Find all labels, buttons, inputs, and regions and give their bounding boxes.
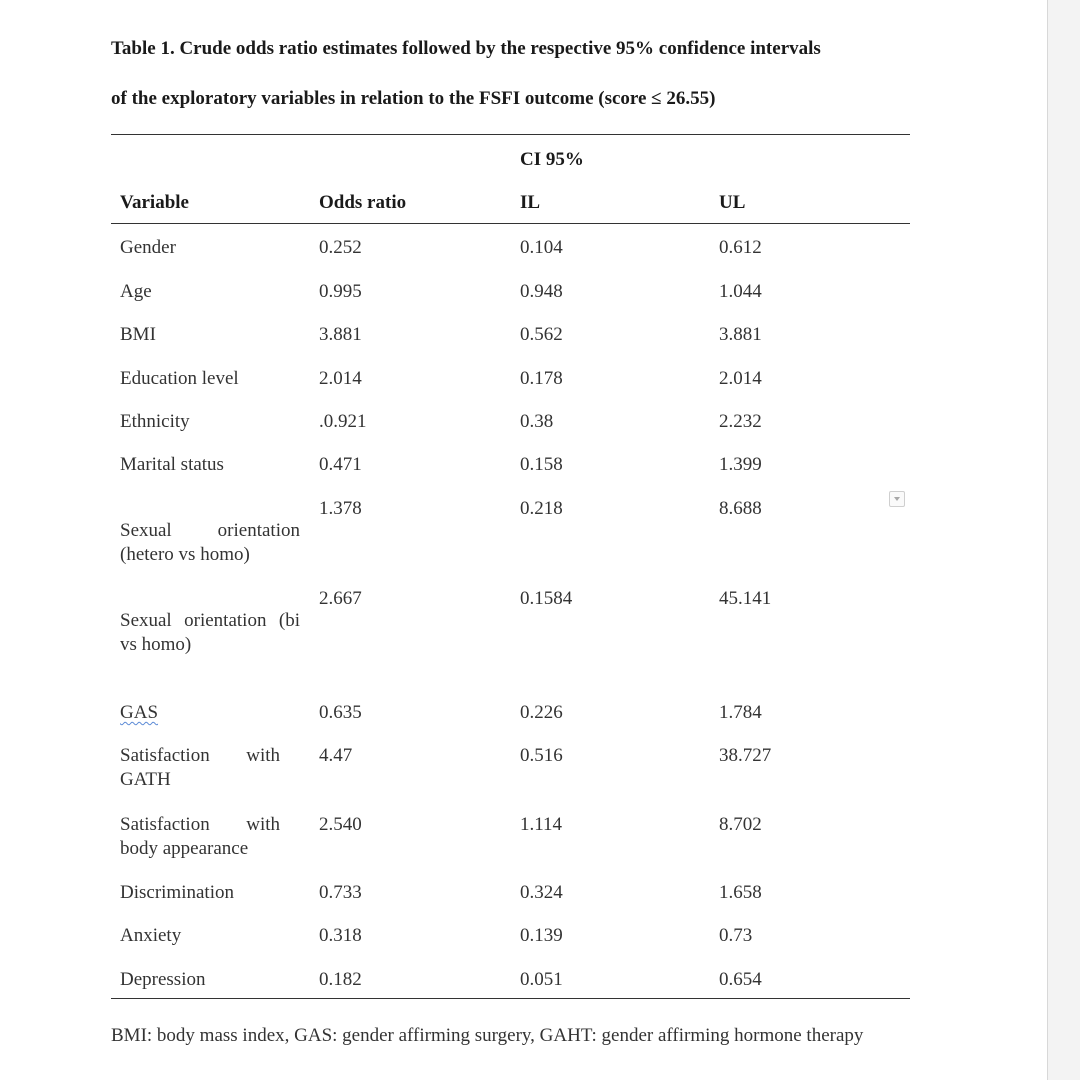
table-cell-il: 0.178 <box>520 368 563 389</box>
table-cell-odds-ratio: 1.378 <box>319 498 362 519</box>
table-cell-odds-ratio: 4.47 <box>319 745 353 766</box>
table-cell-odds-ratio: 0.733 <box>319 882 362 903</box>
table-cell-il: 0.051 <box>520 969 563 990</box>
table-cell-odds-ratio: 0.995 <box>319 281 362 302</box>
table-cell-il: 0.139 <box>520 925 563 946</box>
table-cell-il: 0.158 <box>520 454 563 475</box>
table-cell-il: 0.104 <box>520 237 563 258</box>
table-cell-variable: Depression <box>120 969 206 990</box>
table-cell-ul: 0.73 <box>719 925 753 946</box>
table-cell-odds-ratio: 2.014 <box>319 368 362 389</box>
table-cell-il: 0.562 <box>520 324 563 345</box>
column-header-variable: Variable <box>120 192 189 213</box>
table-cell-variable: BMI <box>120 324 156 345</box>
table-cell-odds-ratio: 0.182 <box>319 969 362 990</box>
table-cell-odds-ratio: 2.667 <box>319 588 362 609</box>
table-cell-odds-ratio: 0.252 <box>319 237 362 258</box>
table-cell-ul: 1.658 <box>719 882 762 903</box>
table-cell-variable: Sexual orientation (hetero vs homo) <box>120 520 300 565</box>
table-bottom-rule <box>111 998 910 999</box>
column-header-il: IL <box>520 192 541 213</box>
table-cell-variable: Satisfaction with GATH <box>120 745 280 790</box>
table-cell-odds-ratio: 0.318 <box>319 925 362 946</box>
table-cell-variable: Age <box>120 281 152 302</box>
table-cell-il: 0.324 <box>520 882 563 903</box>
table-cell-variable: Anxiety <box>120 925 182 946</box>
table-cell-odds-ratio: 2.540 <box>319 814 362 835</box>
window-right-gutter <box>1047 0 1080 1080</box>
ci-group-header: CI 95% <box>520 149 584 170</box>
table-cell-ul: 1.784 <box>719 702 762 723</box>
table-cell-il: 0.218 <box>520 498 563 519</box>
table-cell-odds-ratio: 0.471 <box>319 454 362 475</box>
table-cell-il: 0.1584 <box>520 588 573 609</box>
table-cell-variable: Sexual orientation (bi vs homo) <box>120 610 300 655</box>
table-cell-odds-ratio: 0.635 <box>319 702 362 723</box>
table-cell-variable: Satisfaction with body appearance <box>120 814 280 859</box>
table-cell-ul: 8.702 <box>719 814 762 835</box>
column-header-odds-ratio: Odds ratio <box>319 192 407 213</box>
table-cell-variable: Discrimination <box>120 882 234 903</box>
table-top-rule <box>111 134 910 135</box>
table-cell-variable: GAS <box>120 702 159 723</box>
table-cell-ul: 2.014 <box>719 368 762 389</box>
table-cell-il: 0.226 <box>520 702 563 723</box>
table-cell-ul: 2.232 <box>719 411 762 432</box>
table-cell-odds-ratio: 3.881 <box>319 324 362 345</box>
dropdown-arrow-icon[interactable] <box>889 491 905 507</box>
table-cell-ul: 38.727 <box>719 745 772 766</box>
table-cell-ul: 1.399 <box>719 454 762 475</box>
column-header-ul: UL <box>719 192 746 213</box>
table-cell-variable: Education level <box>120 368 239 389</box>
table-footnote: BMI: body mass index, GAS: gender affirming surgery, GAHT: gender affirming hormone therapy <box>111 1025 864 1046</box>
table-cell-il: 0.516 <box>520 745 563 766</box>
table-caption-line-2: of the exploratory variables in relation to the FSFI outcome (score ≤ 26.55) <box>111 88 716 109</box>
table-cell-il: 0.38 <box>520 411 554 432</box>
table-cell-ul: 0.612 <box>719 237 762 258</box>
table-cell-variable: Marital status <box>120 454 224 475</box>
table-cell-il: 1.114 <box>520 814 563 835</box>
table-header-rule <box>111 223 910 224</box>
table-cell-ul: 1.044 <box>719 281 762 302</box>
table-cell-ul: 8.688 <box>719 498 762 519</box>
table-cell-ul: 0.654 <box>719 969 762 990</box>
table-caption-line-1: Table 1. Crude odds ratio estimates followed by the respective 95% confidence intervals <box>111 38 821 59</box>
table-cell-odds-ratio: .0.921 <box>319 411 367 432</box>
table-cell-il: 0.948 <box>520 281 563 302</box>
table-cell-ul: 45.141 <box>719 588 772 609</box>
table-cell-ul: 3.881 <box>719 324 762 345</box>
table-cell-variable: Gender <box>120 237 176 258</box>
table-cell-variable: Ethnicity <box>120 411 190 432</box>
